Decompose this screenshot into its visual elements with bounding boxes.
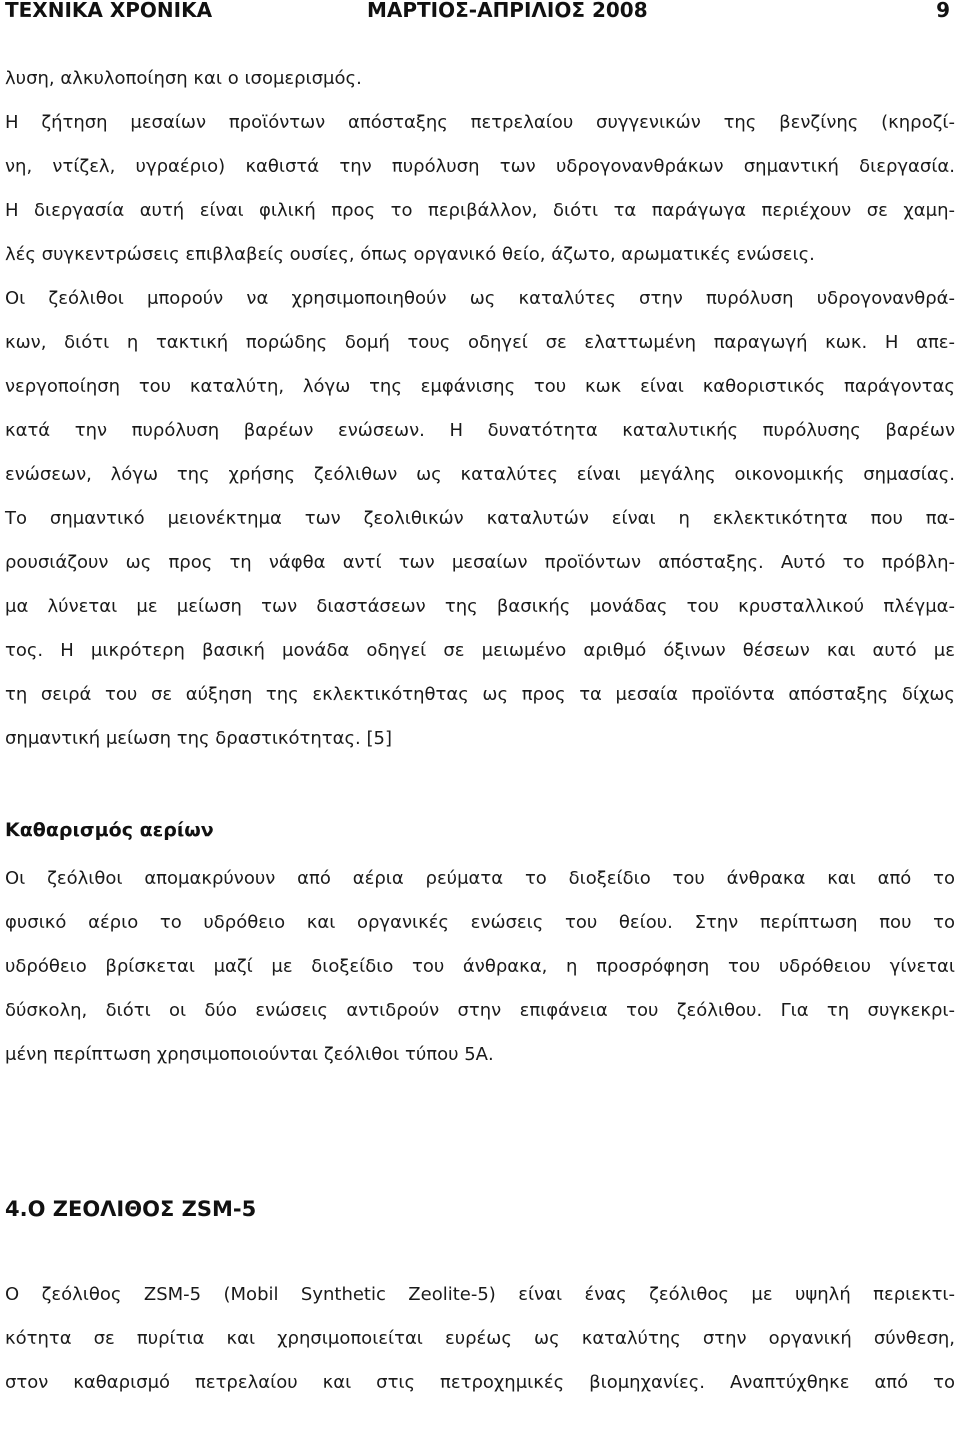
body-line: τη σειρά του σε αύξηση της εκλεκτικότηθτας ως προς τα μεσαία προϊόντα απόσταξης δίχως xyxy=(5,684,955,705)
body-line: Η διεργασία αυτή είναι φιλική προς το περιβάλλον, διότι τα παράγωγα περιέχουν σε χαμη- xyxy=(5,200,955,221)
body-line: λές συγκεντρώσεις επιβλαβείς ουσίες, όπως οργανικό θείο, άζωτο, αρωματικές ενώσεις. xyxy=(5,244,815,265)
body-line: στον καθαρισμό πετρελαίου και στις πετροχημικές βιομηχανίες. Αναπτύχθηκε από το xyxy=(5,1372,955,1393)
body-line: νη, ντίζελ, υγραέριο) καθιστά την πυρόλυση των υδρογονανθράκων σημαντική διεργασία. xyxy=(5,156,955,177)
page-number: 9 xyxy=(936,0,950,22)
body-line: Οι ζεόλιθοι απομακρύνουν από αέρια ρεύματα το διοξείδιο του άνθρακα και από το xyxy=(5,868,955,889)
body-line: νεργοποίηση του καταλύτη, λόγω της εμφάνισης του κωκ είναι καθοριστικός παράγοντας xyxy=(5,376,955,397)
body-line: Το σημαντικό μειονέκτημα των ζεολιθικών καταλυτών είναι η εκλεκτικότητα που πα- xyxy=(5,508,955,529)
body-line: Ο ζεόλιθος ZSM-5 (Mobil Synthetic Zeolite-5) είναι ένας ζεόλιθος με υψηλή περιεκτι- xyxy=(5,1284,955,1305)
body-line: δύσκολη, διότι οι δύο ενώσεις αντιδρούν στην επιφάνεια του ζεόλιθου. Για τη συγκεκρι- xyxy=(5,1000,955,1021)
body-line: μένη περίπτωση χρησιμοποιούνται ζεόλιθοι τύπου 5Α. xyxy=(5,1044,494,1065)
section-heading-zsm5: 4.Ο ΖΕΟΛΙΘΟΣ ZSM-5 xyxy=(5,1197,257,1221)
body-line: υδρόθειο βρίσκεται μαζί με διοξείδιο του άνθρακα, η προσρόφηση του υδρόθειου γίνεται xyxy=(5,956,955,977)
body-line: κότητα σε πυρίτια και χρησιμοποιείται ευρέως ως καταλύτης στην οργανική σύνθεση, xyxy=(5,1328,955,1349)
body-line: φυσικό αέριο το υδρόθειο και οργανικές ενώσεις του θείου. Στην περίπτωση που το xyxy=(5,912,955,933)
running-header xyxy=(5,0,950,28)
journal-title: ΤΕΧΝΙΚΑ ΧΡΟΝΙΚΑ xyxy=(5,0,213,22)
body-line: μα λύνεται με μείωση των διαστάσεων της βασικής μονάδας του κρυσταλλικού πλέγμα- xyxy=(5,596,955,617)
body-line: Οι ζεόλιθοι μπορούν να χρησιμοποιηθούν ως καταλύτες στην πυρόλυση υδρογονανθρά- xyxy=(5,288,955,309)
body-line: κατά την πυρόλυση βαρέων ενώσεων. Η δυνατότητα καταλυτικής πυρόλυσης βαρέων xyxy=(5,420,955,441)
body-line: τος. Η μικρότερη βασική μονάδα οδηγεί σε μειωμένο αριθμό όξινων θέσεων και αυτό με xyxy=(5,640,955,661)
body-line: σημαντική μείωση της δραστικότητας. [5] xyxy=(5,728,392,749)
body-line: ενώσεων, λόγω της χρήσης ζεόλιθων ως καταλύτες είναι μεγάλης οικονομικής σημασίας. xyxy=(5,464,955,485)
body-line: κων, διότι η τακτική πορώδης δομή τους οδηγεί σε ελαττωμένη παραγωγή κωκ. Η απε- xyxy=(5,332,955,353)
body-line: Η ζήτηση μεσαίων προϊόντων απόσταξης πετρελαίου συγγενικών της βενζίνης (κηροζί- xyxy=(5,112,955,133)
section-heading-gas-purification: Καθαρισμός αερίων xyxy=(5,819,214,841)
issue-date: ΜΑΡΤΙΟΣ-ΑΠΡΙΛΙΟΣ 2008 xyxy=(367,0,648,22)
body-line: ρουσιάζουν ως προς τη νάφθα αντί των μεσαίων προϊόντων απόσταξης. Αυτό το πρόβλη- xyxy=(5,552,955,573)
body-line: λυση, αλκυλοποίηση και ο ισομερισμός. xyxy=(5,68,362,89)
